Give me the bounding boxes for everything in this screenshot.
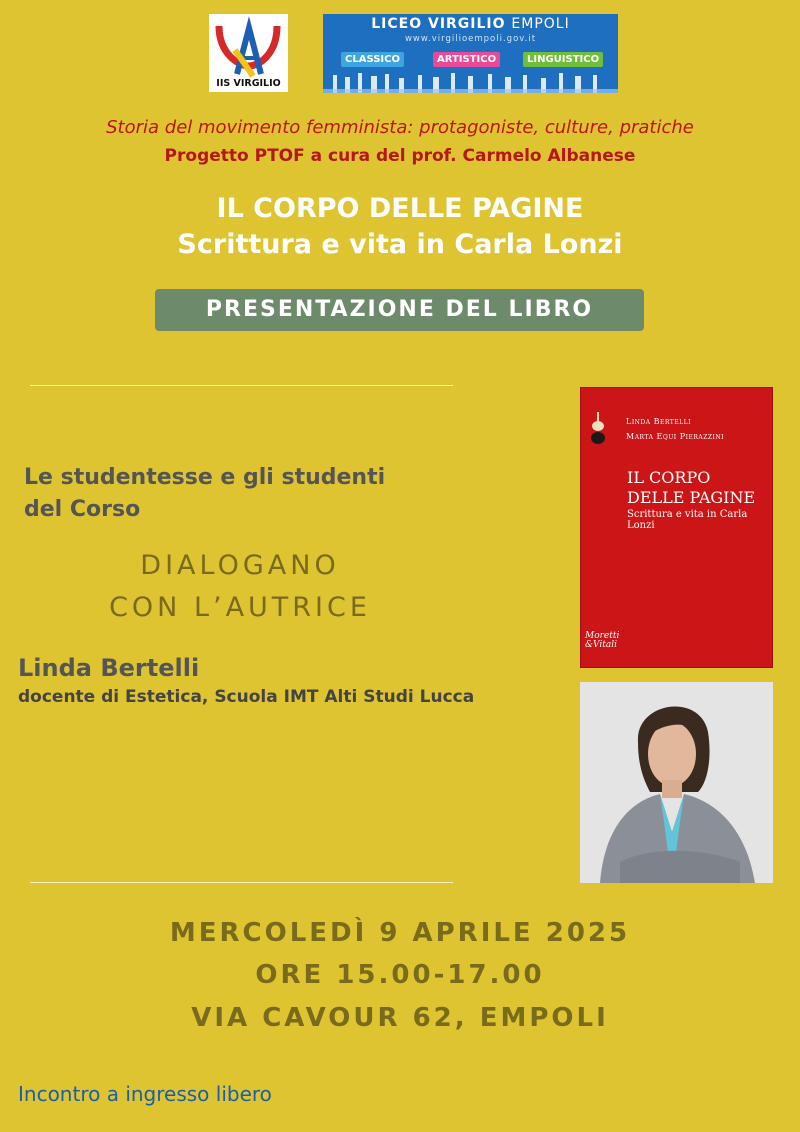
cover-title-line2: DELLE PAGINE bbox=[627, 488, 756, 507]
free-entry-note: Incontro a ingresso libero bbox=[18, 1082, 272, 1106]
event-date: MERCOLEDÌ 9 APRILE 2025 bbox=[169, 918, 631, 948]
liceo-logo-title bbox=[323, 16, 618, 32]
dialogue-line2: CON L’AUTRICE bbox=[109, 592, 371, 623]
liceo-skyline-icon bbox=[323, 67, 618, 93]
publisher-emblem-icon bbox=[589, 410, 607, 446]
dialogue-line1: DIALOGANO bbox=[140, 550, 340, 581]
students-line1: Le studentesse e gli studenti bbox=[24, 465, 386, 490]
book-title bbox=[0, 191, 800, 263]
author-role: docente di Estetica, Scuola IMT Alti Studi Lucca bbox=[18, 687, 475, 707]
dialogue-text bbox=[60, 545, 420, 629]
cover-subtitle: Scrittura e vita in Carla Lonzi bbox=[627, 509, 748, 531]
cover-title bbox=[627, 468, 755, 508]
project-line: Progetto PTOF a cura del prof. Carmelo Albanese bbox=[164, 146, 636, 166]
liceo-virgilio-logo bbox=[323, 14, 618, 93]
event-type-banner: PRESENTAZIONE DEL LIBRO bbox=[155, 289, 644, 331]
author-photo bbox=[580, 682, 773, 883]
event-place: VIA CAVOUR 62, EMPOLI bbox=[191, 1003, 609, 1033]
book-title-line2: Scrittura e vita in Carla Lonzi bbox=[177, 229, 623, 260]
author-name: Linda Bertelli bbox=[18, 654, 200, 682]
iis-logo-label: IIS VIRGILIO bbox=[216, 78, 281, 89]
liceo-logo-url: www.virgilioempoli.gov.it bbox=[404, 34, 537, 44]
cover-author2: Marta Equi Pierazzini bbox=[626, 432, 725, 441]
cover-publisher-line2: &Vitali bbox=[585, 640, 617, 650]
book-title-line1: IL CORPO DELLE PAGINE bbox=[216, 193, 584, 224]
cover-title-line1: IL CORPO bbox=[627, 468, 711, 487]
liceo-logo-title-light: EMPOLI bbox=[511, 16, 570, 32]
divider-bottom bbox=[30, 882, 453, 883]
students-line2: del Corso bbox=[24, 497, 141, 522]
divider-top bbox=[30, 385, 453, 386]
cover-publisher bbox=[585, 632, 619, 650]
liceo-logo-title-bold: LICEO VIRGILIO bbox=[371, 16, 506, 32]
author-portrait-icon bbox=[580, 682, 773, 883]
book-cover-image bbox=[580, 387, 773, 668]
liceo-tag-classico: CLASSICO bbox=[341, 52, 404, 67]
cover-publisher-line1: Moretti bbox=[585, 631, 620, 641]
event-time: ORE 15.00-17.00 bbox=[255, 960, 545, 990]
iis-virgilio-logo bbox=[209, 14, 288, 92]
liceo-tag-linguistico: LINGUISTICO bbox=[523, 52, 603, 67]
series-title: Storia del movimento femminista: protagoniste, culture, pratiche bbox=[106, 117, 694, 138]
cover-author1: Linda Bertelli bbox=[626, 417, 692, 426]
cover-authors bbox=[626, 414, 724, 444]
students-text bbox=[24, 462, 444, 526]
iis-logo-mark-icon bbox=[209, 14, 288, 80]
liceo-tag-artistico: ARTISTICO bbox=[433, 52, 500, 67]
